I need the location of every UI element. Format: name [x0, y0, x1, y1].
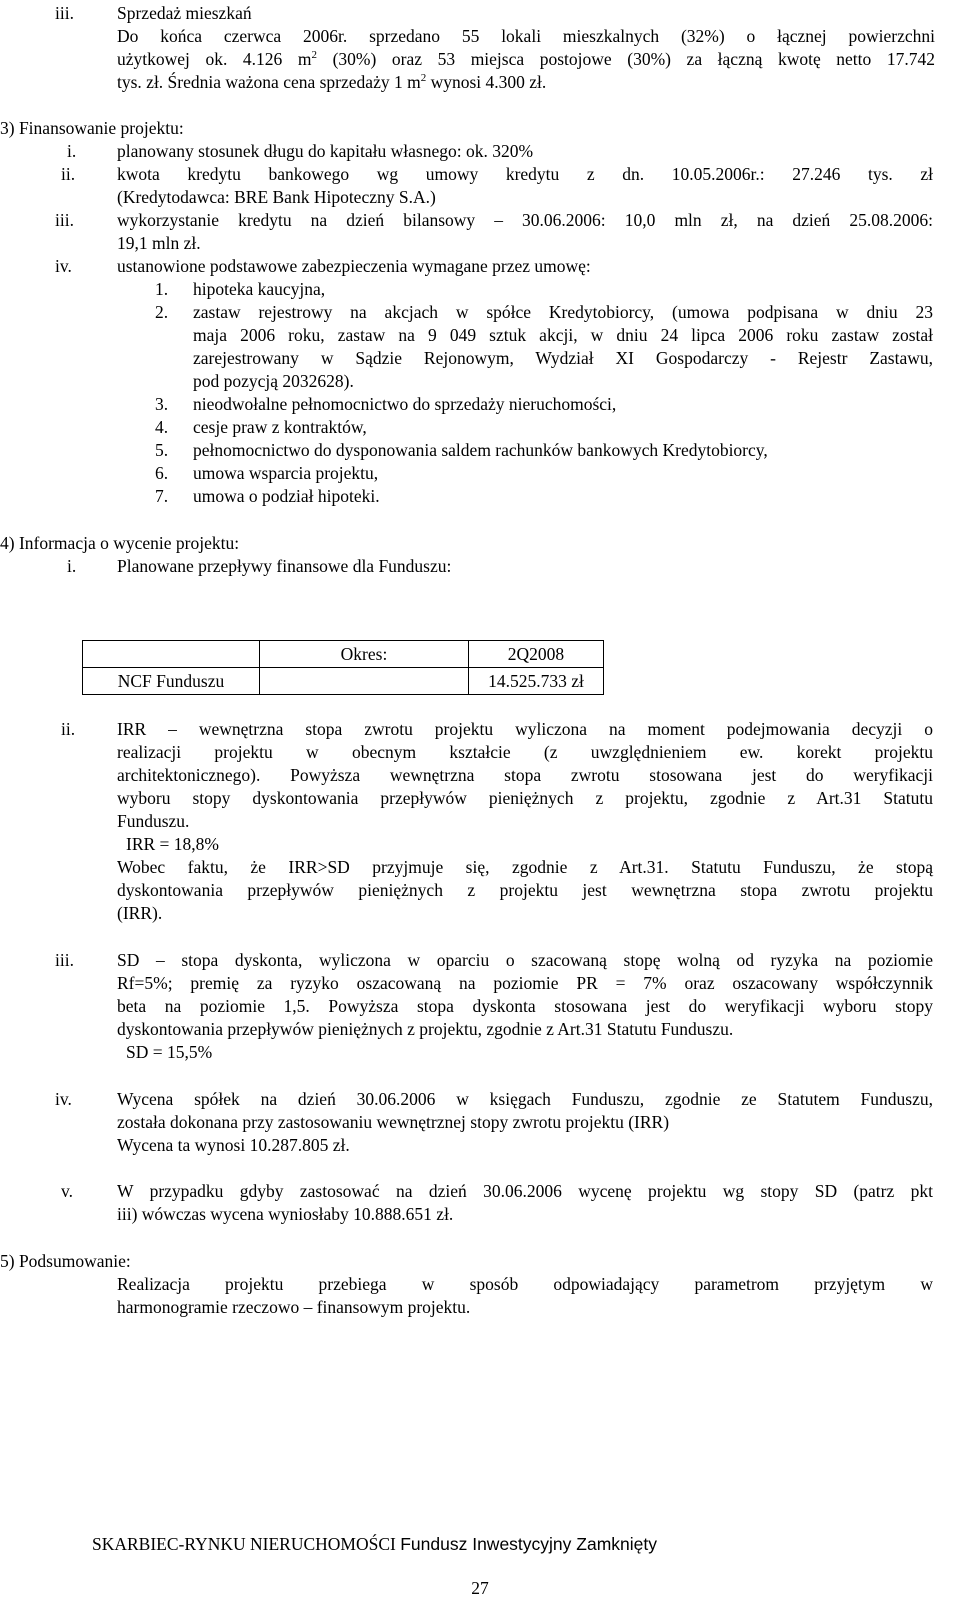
paragraph-line: Realizacja projektu przebiega w sposób odpowiadający parametrom przyjętym w — [117, 1274, 933, 1294]
list-marker: ii. — [61, 719, 76, 739]
list-item: planowany stosunek długu do kapitału własnego: ok. 320% — [117, 141, 534, 161]
list-item: kwota kredytu bankowego wg umowy kredytu z dn. 10.05.2006r.: 27.246 tys. zł — [117, 164, 933, 184]
list-item: zastaw rejestrowy na akcjach w spółce Kredytobiorcy, (umowa podpisana w dniu 23 — [193, 302, 933, 322]
footer-fund-name: SKARBIEC-RYNKU NIERUCHOMOŚCI — [92, 1534, 401, 1554]
list-marker: 4. — [155, 417, 169, 437]
paragraph-line: Rf=5%; premię za ryzyko oszacowaną na poziomie PR = 7% oraz oszacowany współczynnik — [117, 973, 933, 993]
list-marker: 3. — [155, 394, 169, 414]
list-marker: iii. — [55, 3, 74, 23]
list-marker: 6. — [155, 463, 169, 483]
list-item: 19,1 mln zł. — [117, 233, 201, 253]
list-item: nieodwołalne pełnomocnictwo do sprzedaży nieruchomości, — [193, 394, 617, 414]
list-marker: iv. — [55, 256, 72, 276]
list-item: ustanowione podstawowe zabezpieczenia wymagane przez umowę: — [117, 256, 591, 276]
list-marker: i. — [67, 141, 77, 161]
table-cell: 2Q2008 — [469, 641, 604, 668]
table-cell — [83, 641, 260, 668]
paragraph-line: architektonicznego). Powyższa wewnętrzna stopa zwrotu stosowana jest do weryfikacji — [117, 765, 933, 785]
list-marker: ii. — [61, 164, 76, 184]
paragraph-line: Wobec faktu, że IRR>SD przyjmuje się, zgodnie z Art.31. Statutu Funduszu, że stopą — [117, 857, 933, 877]
paragraph-line: IRR – wewnętrzna stopa zwrotu projektu wyliczona na moment podejmowania decyzji o — [117, 719, 933, 739]
list-item: umowa o podział hipoteki. — [193, 486, 380, 506]
list-marker: iii. — [55, 210, 74, 230]
paragraph-line: Wycena spółek na dzień 30.06.2006 w księgach Funduszu, zgodnie ze Statutem Funduszu, — [117, 1089, 933, 1109]
paragraph-line: tys. zł. Średnia ważona cena sprzedaży 1 $m^2$ wynosi 4.300 zł. — [117, 72, 547, 92]
list-marker: iii. — [55, 950, 74, 970]
table-cell: NCF Funduszu — [83, 668, 260, 695]
list-marker: 5. — [155, 440, 169, 460]
paragraph-line: harmonogramie rzeczowo – finansowym projektu. — [117, 1297, 471, 1317]
list-item: pełnomocnictwo do dysponowania saldem rachunków bankowych Kredytobiorcy, — [193, 440, 768, 460]
page-footer — [92, 1534, 657, 1555]
table-cell — [260, 668, 469, 695]
paragraph-line: użytkowej ok. 4.126 $m^2$ (30%) oraz 53 miejsca postojowe (30%) za łączną kwotę netto 17.742 — [117, 49, 935, 69]
paragraph-line: Do końca czerwca 2006r. sprzedano 55 lokali mieszkalnych (32%) o łącznej powierzchni — [117, 26, 935, 46]
paragraph-line: dyskontowania przepływów pieniężnych z projektu jest wewnętrzna stopa zwrotu projektu — [117, 880, 933, 900]
list-item: Planowane przepływy finansowe dla Funduszu: — [117, 556, 452, 576]
cashflow-table — [82, 640, 604, 695]
paragraph-line: W przypadku gdyby zastosować na dzień 30.06.2006 wycenę projektu wg stopy SD (patrz pkt — [117, 1181, 933, 1201]
list-marker: 7. — [155, 486, 169, 506]
list-item: hipoteka kaucyjna, — [193, 279, 326, 299]
paragraph-line: została dokonana przy zastosowaniu wewnętrznej stopy zwrotu projektu (IRR) — [117, 1112, 670, 1132]
list-item: wykorzystanie kredytu na dzień bilansowy – 30.06.2006: 10,0 mln zł, na dzień 25.08.2006: — [117, 210, 933, 230]
footer-fund-type: Fundusz Inwestycyjny Zamknięty — [400, 1534, 657, 1554]
paragraph-line: wyboru stopy dyskontowania przepływów pieniężnych z projektu, zgodnie z Art.31 Statutu — [117, 788, 933, 808]
list-item: cesje praw z kontraktów, — [193, 417, 367, 437]
paragraph-line: iii) wówczas wycena wyniosłaby 10.888.651 zł. — [117, 1204, 454, 1224]
list-marker: 2. — [155, 302, 169, 322]
page-number: 27 — [471, 1578, 489, 1598]
list-marker: 1. — [155, 279, 169, 299]
paragraph-line: realizacji projektu w obecnym kształcie (z uwzględnieniem ew. korekt projektu — [117, 742, 933, 762]
paragraph-line: (IRR). — [117, 903, 163, 923]
sd-value: SD = 15,5% — [126, 1042, 213, 1062]
paragraph-line: Wycena ta wynosi 10.287.805 zł. — [117, 1135, 350, 1155]
subsection-title: Sprzedaż mieszkań — [117, 3, 252, 23]
list-item: zarejestrowany w Sądzie Rejonowym, Wydział XI Gospodarczy - Rejestr Zastawu, — [193, 348, 933, 368]
paragraph-line: SD – stopa dyskonta, wyliczona w oparciu o szacowaną stopę wolną od ryzyka na poziomie — [117, 950, 933, 970]
list-marker: i. — [67, 556, 77, 576]
irr-value: IRR = 18,8% — [126, 834, 219, 854]
list-marker: v. — [61, 1181, 73, 1201]
section-heading: 3) Finansowanie projektu: — [0, 118, 184, 138]
list-item: pod pozycją 2032628). — [193, 371, 354, 391]
list-item: maja 2006 roku, zastaw na 9 049 sztuk akcji, w dniu 24 lipca 2006 roku zastaw został — [193, 325, 933, 345]
list-marker: iv. — [55, 1089, 72, 1109]
table-row — [83, 641, 604, 668]
paragraph-line: dyskontowania przepływów pieniężnych z projektu, zgodnie z Art.31 Statutu Funduszu. — [117, 1019, 734, 1039]
paragraph-line: beta na poziomie 1,5. Powyższa stopa dyskonta stosowana jest do weryfikacji wyboru stopy — [117, 996, 933, 1016]
list-item: umowa wsparcia projektu, — [193, 463, 379, 483]
list-item: (Kredytodawca: BRE Bank Hipoteczny S.A.) — [117, 187, 436, 207]
section-heading: 4) Informacja o wycenie projektu: — [0, 533, 240, 553]
paragraph-line: Funduszu. — [117, 811, 190, 831]
table-cell: 14.525.733 zł — [469, 668, 604, 695]
table-cell: Okres: — [260, 641, 469, 668]
section-heading: 5) Podsumowanie: — [0, 1251, 131, 1271]
table-row — [83, 668, 604, 695]
